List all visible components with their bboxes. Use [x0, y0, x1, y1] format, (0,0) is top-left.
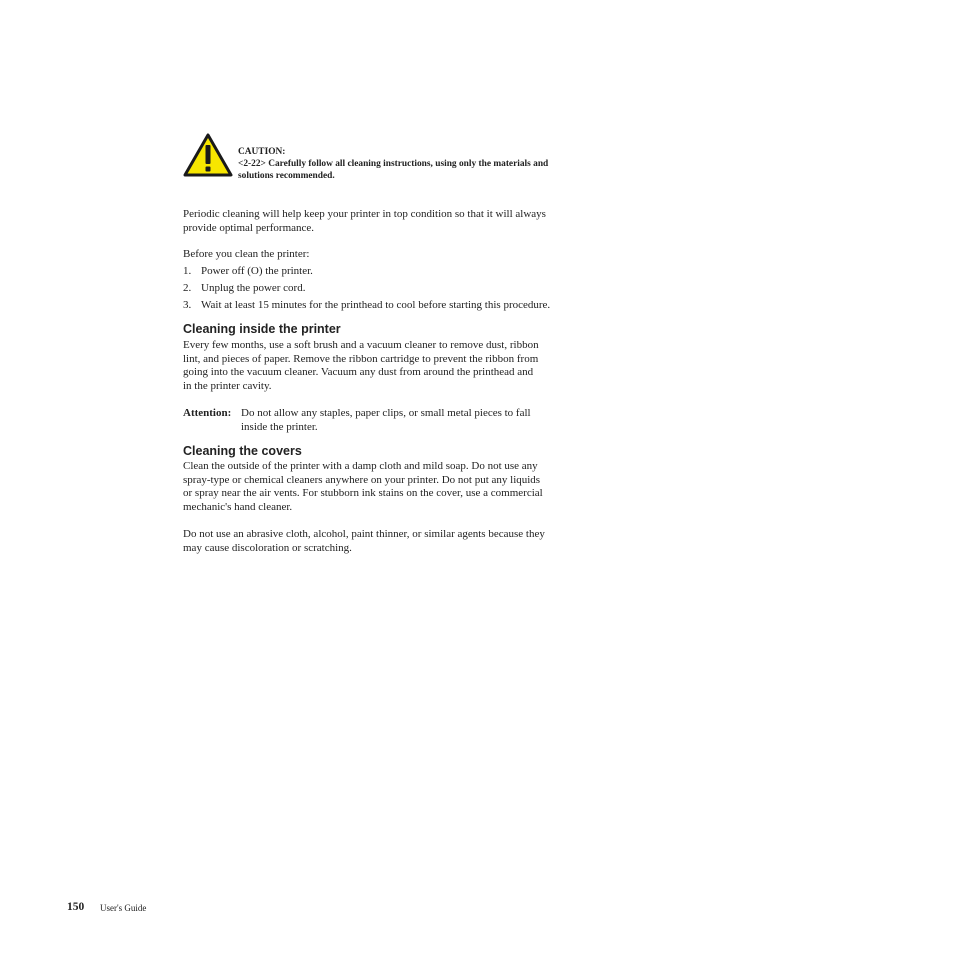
caution-line: solutions recommended.: [238, 171, 335, 181]
text-line: mechanic's hand cleaner.: [183, 500, 293, 513]
text-line: lint, and pieces of paper. Remove the ribbon cartridge to prevent the ribbon from: [183, 352, 539, 365]
text-line: going into the vacuum cleaner. Vacuum any dust from around the printhead and: [183, 366, 534, 378]
caution-line: <2-22> Carefully follow all cleaning instructions, using only the materials and: [238, 159, 549, 169]
attention-label: Attention:: [183, 407, 232, 419]
before-lead: Before you clean the printer:: [183, 248, 310, 260]
intro-paragraph: [183, 208, 623, 235]
covers-paragraph: [183, 460, 623, 514]
text-line: Clean the outside of the printer with a damp cloth and mild soap. Do not use any: [183, 460, 538, 472]
text-line: may cause discoloration or scratching.: [183, 541, 352, 554]
text-line: or spray near the air vents. For stubborn ink stains on the cover, use a commercial: [183, 487, 543, 499]
caution-label: CAUTION:: [238, 147, 286, 157]
text-line: Do not allow any staples, paper clips, or small metal pieces to fall: [241, 407, 531, 419]
step-number: 2.: [183, 282, 192, 294]
book-title: User's Guide: [100, 903, 147, 913]
text-line: Every few months, use a soft brush and a vacuum cleaner to remove dust, ribbon: [183, 339, 539, 351]
covers-paragraph-2: [183, 528, 623, 555]
warning-triangle-icon: [183, 133, 233, 177]
step-text: Wait at least 15 minutes for the printhead to cool before starting this procedure.: [201, 299, 551, 311]
text-line: spray-type or chemical cleaners anywhere on your printer. Do not put any liquids: [183, 473, 541, 486]
text-line: inside the printer.: [241, 420, 318, 433]
step-number: 1.: [183, 265, 192, 277]
text-line: in the printer cavity.: [183, 379, 272, 392]
section-heading-covers: Cleaning the covers: [183, 444, 302, 458]
page-number: 150: [67, 901, 85, 913]
text-line: Periodic cleaning will help keep your printer in top condition so that it will always: [183, 208, 546, 220]
section-heading-inside: Cleaning inside the printer: [183, 322, 341, 336]
step-text: Unplug the power cord.: [201, 282, 306, 294]
text-line: provide optimal performance.: [183, 221, 315, 234]
inside-paragraph: [183, 339, 623, 393]
step-number: 3.: [183, 299, 192, 311]
text-line: Do not use an abrasive cloth, alcohol, paint thinner, or similar agents because they: [183, 528, 545, 540]
attention-text: [241, 407, 621, 434]
step-text: Power off (O) the printer.: [201, 265, 313, 277]
caution-notice: [238, 146, 618, 182]
